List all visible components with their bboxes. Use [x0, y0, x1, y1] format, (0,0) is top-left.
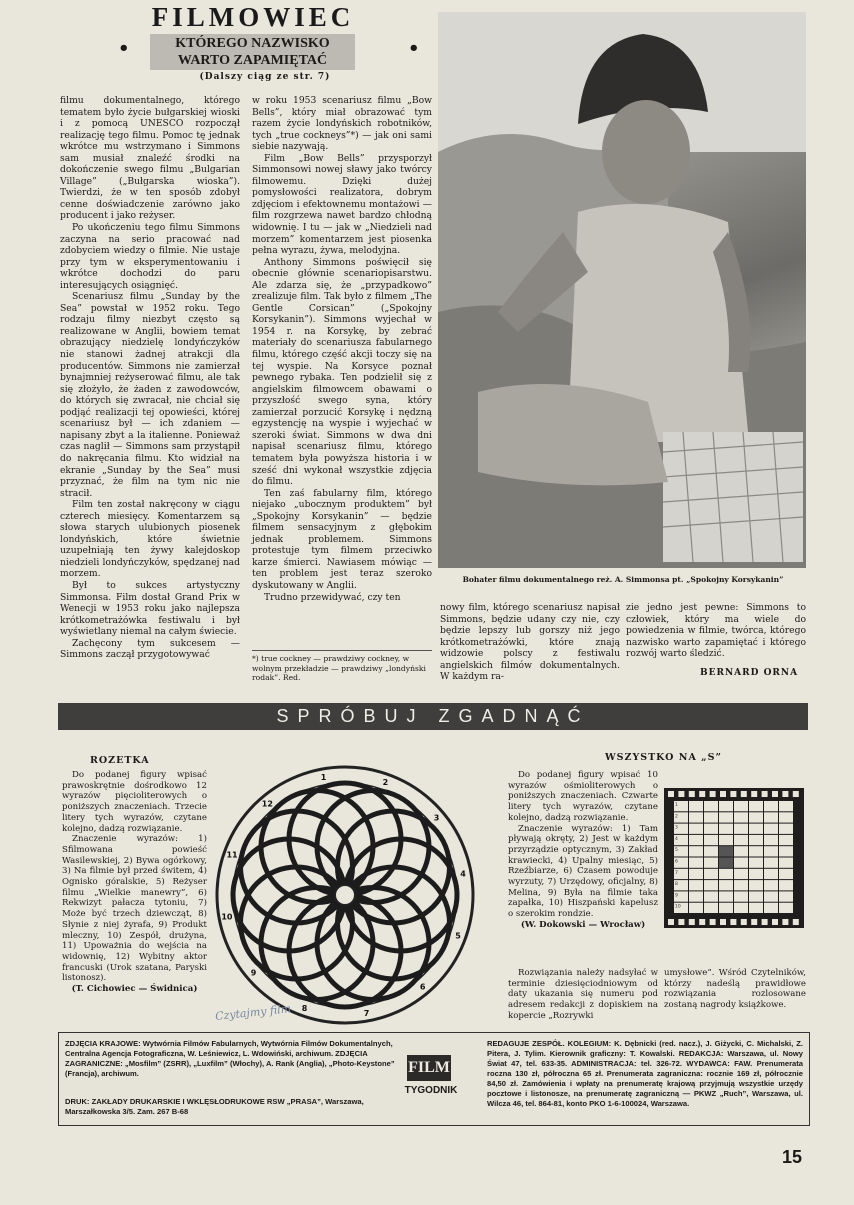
grid-cell [689, 846, 703, 856]
grid-cell [734, 869, 748, 879]
grid-cell [719, 846, 733, 856]
rosette-puzzle [212, 762, 478, 1028]
grid-cell [689, 891, 703, 901]
grid-cell [689, 824, 703, 834]
sprocket-hole [710, 791, 716, 797]
sprocket-hole [720, 791, 726, 797]
rosette-figure [212, 762, 478, 1028]
grid-cell [704, 869, 718, 879]
grid-number: 9 [675, 893, 678, 899]
sprocket-hole [678, 919, 684, 925]
grid-number: 5 [675, 848, 678, 854]
paragraph: w roku 1953 scenariusz filmu „Bow Bells”, który miał obrazować tym razem życie londyńskich robotników, tych „true cockneys”*) — jak oni sami siebie nazywają. [252, 95, 432, 153]
rozetka-title: ROZETKA [90, 755, 150, 766]
grid-cell [749, 801, 763, 811]
grid-cell [719, 880, 733, 890]
grid-cell [764, 869, 778, 879]
grid-cell [749, 835, 763, 845]
grid-cell [749, 858, 763, 868]
grid-number: 4 [675, 836, 678, 842]
article-subtitle [150, 34, 355, 70]
grid-cell [719, 858, 733, 868]
solutions-note-left [508, 968, 658, 1022]
paragraph: Film ten został nakręcony w ciągu czterech miesięcy. Komentarzem są słowa starych ulubionych piosenek londyńskich, które świetnie uzupełniają ten żywy kalejdoskop niedzieli londyńczyków, spędzanej nad morzem. [60, 499, 240, 580]
article-column-1 [60, 95, 240, 661]
grid-cell [749, 903, 763, 913]
page-number: 15 [782, 1147, 803, 1167]
grid-cell [749, 880, 763, 890]
handwritten-note: Czytajmy film [214, 1002, 292, 1023]
photo-caption: Bohater filmu dokumentalnego reż. A. Simmonsa pt. „Spokojny Korsykanin” [462, 575, 784, 584]
grid-cell [749, 869, 763, 879]
grid-cell [779, 801, 793, 811]
grid-cell [734, 824, 748, 834]
subtitle-line-2: WARTO ZAPAMIĘTAĆ [177, 53, 328, 68]
masthead-box [58, 1032, 810, 1126]
wszystko-title: WSZYSTKO NA „S” [605, 752, 722, 763]
paragraph: Scenariusz filmu „Sunday by the Sea” powstał w 1952 roku. Tego rodzaju filmy niezbyt często są realizowane w Anglii, bowiem temat obrazujący niedzielę londyńczyków nie stanowi żadnej atrakcji dla producentów. Simmons nie zamierzał bynajmniej reżyserować filmu, ale tak się złożyło, że żaden z zawodowców, do których się zwracał, nie chciał się podjąć realizacji tej opowieści, której scenariusz był — ich zdaniem — napisany zbyt a la italienne. Ponieważ czas naglił — Simmons sam przystąpił do nakręcania filmu. Kto widział na ekranie „Sunday by the Sea” musi przyznać, że film na tym nic nie stracił. [60, 291, 240, 499]
grid-number: 1 [675, 803, 678, 808]
grid-cell [689, 869, 703, 879]
article-column-3 [440, 602, 620, 683]
grid-cell [749, 891, 763, 901]
sprocket-hole [751, 919, 757, 925]
grid-cell [779, 891, 793, 901]
grid-cell [704, 824, 718, 834]
grid-number: 7 [675, 870, 678, 876]
grid-cell [764, 880, 778, 890]
grid-cell [719, 891, 733, 901]
grid-cell [704, 812, 718, 822]
grid-cell [734, 801, 748, 811]
tygodnik-label: TYGODNIK [404, 1085, 458, 1096]
sprocket-hole [772, 919, 778, 925]
grid-cell [689, 801, 703, 811]
film-logo: FILM [407, 1055, 451, 1081]
article-column-2 [252, 95, 432, 603]
sprocket-hole [699, 919, 705, 925]
grid-cell [734, 858, 748, 868]
sprocket-hole [730, 919, 736, 925]
sprocket-hole [793, 919, 799, 925]
rosette-number: 5 [455, 931, 461, 941]
rosette-number: 1 [320, 772, 327, 782]
sprocket-hole [782, 919, 788, 925]
grid-cell [764, 824, 778, 834]
wszystko-intro: Do podanej figury wpisać 10 wyrazów ośmioliterowych o poniższych znaczeniach. Czwarte litery tych wyrazów, czytane kolejno, dadzą rozwiązanie. [508, 770, 658, 823]
grid-cell [779, 869, 793, 879]
grid-cell [689, 835, 703, 845]
grid-cell [734, 903, 748, 913]
sprocket-hole [699, 791, 705, 797]
grid-cell [719, 835, 733, 845]
sprocket-hole [668, 919, 674, 925]
article-title: FILMOWIEC [151, 2, 355, 32]
grid-cell [764, 846, 778, 856]
rosette-number: 3 [433, 813, 440, 823]
wszystko-text [508, 770, 658, 931]
sprocket-hole [730, 791, 736, 797]
grid-cell [719, 869, 733, 879]
filmstrip-grid [664, 788, 804, 928]
puzzle-banner: SPRÓBUJ ZGADNĄĆ [58, 703, 808, 730]
paragraph: Anthony Simmons poświęcił się obecnie głównie scenariopisarstwu. Ale zdarza się, że „przypadkowo” zrealizuje film. Tak było z filmem „The Gentle Corsican” („Spokojny Korsykanin”). Simmons wyjechał w 1954 r. na Korsykę, by zebrać materiały do scenariusza fabularnego filmu, którego część akcji toczy się na tej wyspie. Na Korsyce poznał pewnego rybaka. Ten podzielił się z angielskim filmowcem obawami o przyszłość swego syna, który zamierzał porzucić Korsykę i nędzną egzystencję na wyspie i wyjechać w szeroki świat. Simmons w dwa dni napisał scenariusz filmu, którego tematem była powyższa historia i w sześć dni wykonał wszystkie zdjęcia do filmu. [252, 256, 432, 488]
grid-cell [704, 846, 718, 856]
rozetka-text [62, 770, 207, 995]
grid-cell [734, 880, 748, 890]
grid-cell [704, 801, 718, 811]
grid-cell [689, 812, 703, 822]
solutions-note-a: Rozwiązania należy nadsyłać w terminie dziesięciodniowym od daty ukazania się numeru pod adresem redakcji z dopiskiem na kopercie „Rozrywki [508, 968, 658, 1021]
sprocket-hole [793, 791, 799, 797]
subtitle-line-1: KTÓREGO NAZWISKO [175, 36, 330, 51]
footnote: *) true cockney — prawdziwy cockney, w wolnym przekładzie — prawdziwy „londyński rodak”. Red. [252, 650, 432, 683]
grid-cell [704, 903, 718, 913]
rozetka-clues: Znaczenie wyrazów: 1) Sfilmowana powieść Wasilewskiej, 2) Bywa ogórkowy, 3) Na filmie był przed świtem, 4) Ognisko góralskie, 5) Reżyser filmu „Wielkie manewry”, 6) Rekwizyt pałacza tytoniu, 7) Może być trzech dziewcząt, 8) Słynie z niej żyrafa, 9) Produkt mleczny, 10) Zespół, drużyna, 11) Upoważnia do wejścia na widownię, 12) Wybitny aktor francuski (Urok szatana, Paryski listonosz). [62, 834, 207, 984]
grid-cell [749, 812, 763, 822]
sprocket-hole [762, 919, 768, 925]
sprocket-hole [678, 791, 684, 797]
rosette-number: 8 [301, 1003, 308, 1013]
sprocket-hole [751, 791, 757, 797]
grid-cell [779, 858, 793, 868]
filmstrip-puzzle [664, 788, 804, 928]
sprocket-hole [720, 919, 726, 925]
grid-cell [704, 858, 718, 868]
grid-number: 3 [675, 825, 678, 831]
photo-illustration [438, 12, 806, 568]
sprocket-hole [741, 791, 747, 797]
grid-cell [749, 846, 763, 856]
grid-cell [734, 835, 748, 845]
grid-cell [689, 858, 703, 868]
solutions-note-right [664, 968, 806, 1011]
grid-cell [764, 891, 778, 901]
grid-cell [764, 835, 778, 845]
grid-cell [764, 903, 778, 913]
grid-number: 8 [675, 882, 678, 888]
grid-cell [734, 846, 748, 856]
rozetka-intro: Do podanej figury wpisać prawoskrętnie dośrodkowo 12 wyrazów pięcioliterowych o poniższych znaczeniach. Trzecie litery tych wyrazów, czytane kolejno, dadzą rozwiązanie. [62, 770, 207, 834]
rosette-number: 9 [250, 968, 257, 978]
sprocket-hole [772, 791, 778, 797]
grid-cell [779, 835, 793, 845]
photo-credits: ZDJĘCIA KRAJOWE: Wytwórnia Filmów Fabularnych, Wytwórnia Filmów Dokumentalnych, Centralna Agencja Fotograficzna, W. Leśniewicz, L. Wdowiński, archiwum. ZDJĘCIA ZAGRANICZNE: „Mosfilm” (ZSRR), „Luxfilm” (Włochy), A. Rank (Anglia), „Photo-Keystone” (Francja), archiwum. [65, 1039, 395, 1078]
paragraph: Trudno przewidywać, czy ten [264, 591, 401, 603]
continuation-note: (Dalszy ciąg ze str. 7) [199, 72, 331, 82]
grid-cell [689, 880, 703, 890]
sprocket-hole [710, 919, 716, 925]
editorial-info: REDAGUJE ZESPÓŁ. KOLEGIUM: K. Dębnicki (red. nacz.), J. Giżycki, C. Michalski, Z. Pitera, J. Tylim. Kierownik graficzny: T. Kowalski. REDAKCJA: Warszawa, ul. Nowy Świat 47, tel. 633-35. ADMINISTRACJA: tel. 326-72. WYDAWCA: FAW. Prenumerata roczna 130 zł, półroczna 65 zł. Prenumerata zagraniczna: rocznie 169 zł, półrocznie 84,50 zł. Zamówienia i wpłaty na prenumeratę krajową przyjmują wszystkie urzędy pocztowe i listonosze, na prenumeratę zagraniczną — PKWZ „Ruch”, Warszawa, ul. Wilcza 46, tel. 864-81, konto PKO 1-6-100024, Warszawa. [487, 1039, 803, 1108]
title-bullet-right: • [408, 38, 420, 59]
grid-cell [779, 880, 793, 890]
grid-cell [704, 891, 718, 901]
rosette-number: 7 [363, 1009, 370, 1019]
grid-cell [734, 812, 748, 822]
wszystko-clues: Znaczenie wyrazów: 1) Tam pływają okręty, 2) Jest w każdym przyrządzie optycznym, 3) Zakład krawiecki, 4) Upalny miesiąc, 5) Rzeźbiarze, 6) Czasem powoduje wyrzuty, 7) Urzędowy, oficjalny, 8) Melina, 9) Była na filmie taka zapałka, 10) Hiszpański kapelusz o szerokim rondzie. [508, 823, 658, 920]
paragraph: Po ukończeniu tego filmu Simmons zaczyna na serio pracować nad zdobyciem wiedzy o filmie. Nie ustaje przy tym w eksperymentowaniu i wkrótce dochodzi do paru interesujących osiągnięć. [60, 222, 240, 291]
rosette-center [335, 885, 355, 905]
grid-cell [719, 903, 733, 913]
grid-cell [779, 846, 793, 856]
grid-cell [704, 880, 718, 890]
grid-cell [764, 801, 778, 811]
column-4-text: zie jedno jest pewne: Simmons to człowiek, który ma wiele do powiedzenia w filmie, twórca, którego nazwisko warto zapamiętać i którego rozwój warto śledzić. [626, 602, 806, 660]
grid-cell [779, 903, 793, 913]
rosette-number: 10 [221, 912, 233, 922]
paragraph: Był to sukces artystyczny Simmonsa. Film dostał Grand Prix w Wenecji w 1953 roku jako najlepsza krótkometrażówka festiwalu i był wyświetlany niemal na całym świecie. [60, 579, 240, 638]
paragraph: Ten zaś fabularny film, którego niejako „ubocznym produktem” był „Spokojny Korsykanin” — będzie filmem sensacyjnym z głębokim jednak problemem. Simmons protestuje tym filmem przeciwko karze śmierci. Nawiasem mówiąc — ten problem jest teraz szeroko dyskutowany w Anglii. [252, 487, 432, 591]
sprocket-hole [689, 919, 695, 925]
rosette-number: 4 [460, 869, 466, 879]
grid-number: 10 [675, 904, 681, 910]
solutions-note-b: umysłowe”. Wśród Czytelników, którzy nadeślą prawidłowe rozwiązania rozlosowane zostaną nagrody książkowe. [664, 968, 806, 1011]
rosette-number: 11 [226, 850, 238, 860]
column-3-text: nowy film, którego scenariusz napisał Simmons, będzie udany czy nie, czy będzie lepszy lub gorszy niż jego krótkometrażówki, które znają widzowie polscy z festiwalu angielskich filmów dokumentalnych. W każdym ra- [440, 602, 620, 683]
grid-cell [779, 812, 793, 822]
paragraph: Zachęcony tym sukcesem — Simmons zaczął przygotowywać [60, 637, 240, 661]
article-photo [438, 12, 806, 568]
grid-cell [779, 824, 793, 834]
article-column-4 [626, 602, 806, 660]
author-signature: BERNARD ORNA [700, 668, 799, 678]
grid-number: 2 [675, 814, 678, 820]
sprocket-hole [782, 791, 788, 797]
print-info: DRUK: ZAKŁADY DRUKARSKIE I WKLĘSŁODRUKOWE RSW „PRASA”, Warszawa, Marszałkowska 3/5. Zam. 267 B-68 [65, 1097, 364, 1116]
grid-cell [764, 858, 778, 868]
grid-cell [719, 812, 733, 822]
grid-cell [689, 903, 703, 913]
grid-number: 6 [675, 859, 678, 865]
title-bullet-left: • [118, 38, 130, 59]
rosette-number: 2 [382, 778, 389, 788]
sprocket-hole [668, 791, 674, 797]
rosette-number: 6 [419, 982, 426, 992]
grid-cell [749, 824, 763, 834]
wszystko-author: (W. Dokowski — Wrocław) [520, 919, 646, 930]
grid-cell [719, 824, 733, 834]
rozetka-author: (T. Cichowiec — Świdnica) [71, 984, 198, 995]
grid-cell [734, 891, 748, 901]
grid-cell [704, 835, 718, 845]
sprocket-hole [762, 791, 768, 797]
grid-cell [719, 801, 733, 811]
paragraph: Film „Bow Bells” przysporzył Simmonsowi nowej sławy jako twórcy filmowemu. Dzięki dużej pomysłowości realizatora, dobrym zdjęciom i efektownemu montażowi — film rozgrzewa nawet bardzo chłodną widownię. I tu — jak w „Niedzieli nad morzem” komentarzem jest piosenka pełna wyrazu, żywa, melodyjna. [252, 152, 432, 257]
paragraph: filmu dokumentalnego, którego tematem było życie bułgarskiej wioski i z pomocą UNESCO rozpoczął realizację tego filmu. Pomoc tę jednak wkrótce mu wstrzymano i Simmons sam musiał znaleźć środki na dokończenie swego filmu „Bulgarian Village” („Bułgarska wioska”). Twierdzi, że w ten sposób zdobył cenne doświadczenie zarówno jako producent i jako reżyser. [60, 95, 240, 222]
sprocket-hole [741, 919, 747, 925]
rosette-number: 12 [261, 799, 273, 809]
sprocket-hole [689, 791, 695, 797]
grid-cell [764, 812, 778, 822]
